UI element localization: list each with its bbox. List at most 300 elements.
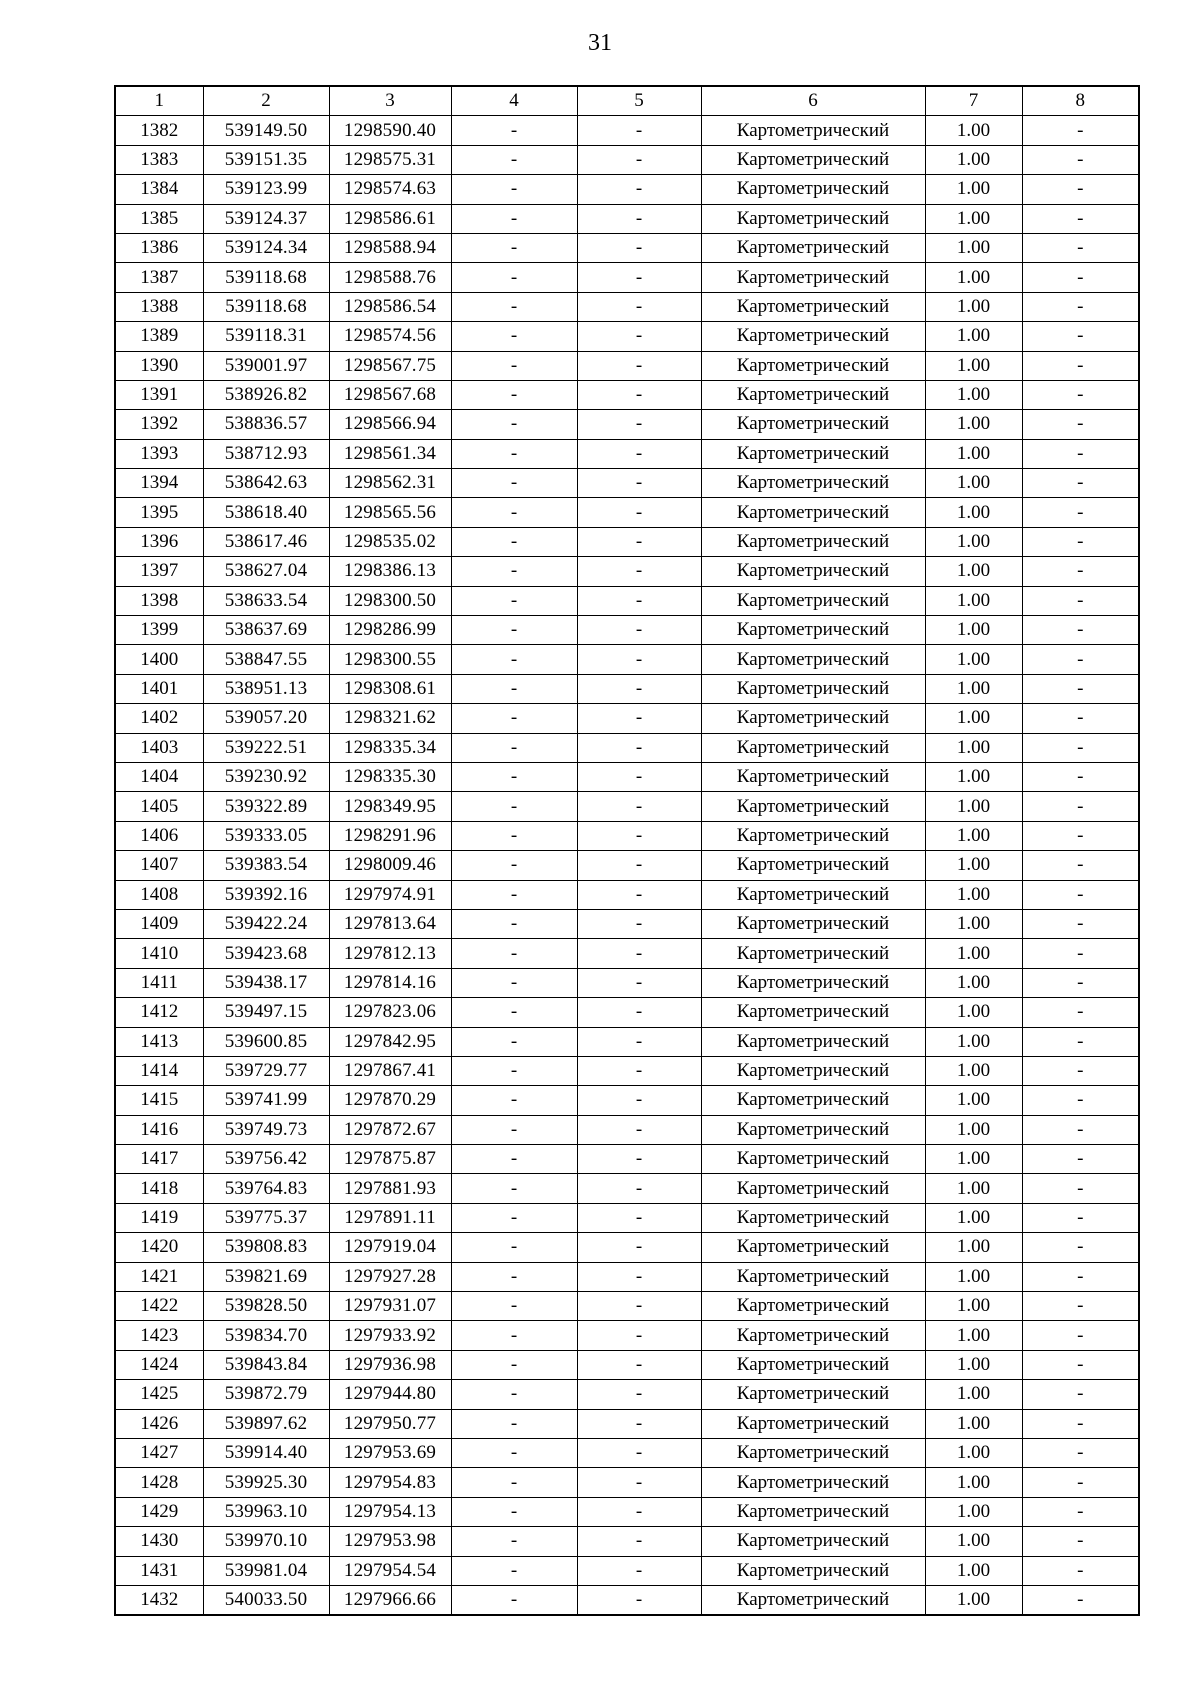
accuracy-cell: 1.00 [925, 1350, 1022, 1379]
point-number-cell: 1428 [115, 1468, 203, 1497]
accuracy-cell: 1.00 [925, 263, 1022, 292]
table-row [115, 1350, 1139, 1379]
y-coordinate-cell: 1297867.41 [329, 1056, 451, 1085]
method-cell: Картометрический [701, 1321, 925, 1350]
column-8-cell: - [1022, 1380, 1139, 1409]
y-coordinate-cell: 1297872.67 [329, 1115, 451, 1144]
x-coordinate-cell: 539333.05 [203, 821, 329, 850]
method-cell: Картометрический [701, 939, 925, 968]
table-row [115, 322, 1139, 351]
column-5-cell: - [577, 821, 701, 850]
table-row [115, 880, 1139, 909]
point-number-cell: 1406 [115, 821, 203, 850]
table-row [115, 1468, 1139, 1497]
method-cell: Картометрический [701, 1086, 925, 1115]
column-5-cell: - [577, 733, 701, 762]
column-8-cell: - [1022, 586, 1139, 615]
method-cell: Картометрический [701, 821, 925, 850]
y-coordinate-cell: 1297813.64 [329, 909, 451, 938]
x-coordinate-cell: 539118.68 [203, 292, 329, 321]
x-coordinate-cell: 539497.15 [203, 998, 329, 1027]
x-coordinate-cell: 539843.84 [203, 1350, 329, 1379]
point-number-cell: 1426 [115, 1409, 203, 1438]
column-4-cell: - [451, 1292, 577, 1321]
accuracy-cell: 1.00 [925, 410, 1022, 439]
method-cell: Картометрический [701, 322, 925, 351]
method-cell: Картометрический [701, 1233, 925, 1262]
y-coordinate-cell: 1297936.98 [329, 1350, 451, 1379]
accuracy-cell: 1.00 [925, 1086, 1022, 1115]
x-coordinate-cell: 539222.51 [203, 733, 329, 762]
column-4-cell: - [451, 762, 577, 791]
table-row [115, 116, 1139, 145]
column-4-cell: - [451, 1380, 577, 1409]
method-cell: Картометрический [701, 762, 925, 791]
column-5-cell: - [577, 233, 701, 262]
table-row [115, 263, 1139, 292]
x-coordinate-cell: 539123.99 [203, 175, 329, 204]
column-4-cell: - [451, 880, 577, 909]
accuracy-cell: 1.00 [925, 145, 1022, 174]
point-number-cell: 1384 [115, 175, 203, 204]
point-number-cell: 1410 [115, 939, 203, 968]
accuracy-cell: 1.00 [925, 1585, 1022, 1615]
column-8-cell: - [1022, 233, 1139, 262]
x-coordinate-cell: 539383.54 [203, 851, 329, 880]
accuracy-cell: 1.00 [925, 469, 1022, 498]
accuracy-cell: 1.00 [925, 1468, 1022, 1497]
accuracy-cell: 1.00 [925, 498, 1022, 527]
method-cell: Картометрический [701, 1056, 925, 1085]
column-header-5: 5 [577, 86, 701, 116]
column-8-cell: - [1022, 909, 1139, 938]
column-4-cell: - [451, 1086, 577, 1115]
x-coordinate-cell: 539914.40 [203, 1438, 329, 1467]
table-header-row [115, 86, 1139, 116]
point-number-cell: 1421 [115, 1262, 203, 1291]
accuracy-cell: 1.00 [925, 322, 1022, 351]
column-8-cell: - [1022, 322, 1139, 351]
table-row [115, 1380, 1139, 1409]
x-coordinate-cell: 538951.13 [203, 674, 329, 703]
method-cell: Картометрический [701, 1380, 925, 1409]
x-coordinate-cell: 539149.50 [203, 116, 329, 145]
column-5-cell: - [577, 1292, 701, 1321]
accuracy-cell: 1.00 [925, 821, 1022, 850]
accuracy-cell: 1.00 [925, 351, 1022, 380]
table-row [115, 1527, 1139, 1556]
table-row [115, 586, 1139, 615]
point-number-cell: 1405 [115, 792, 203, 821]
accuracy-cell: 1.00 [925, 439, 1022, 468]
column-8-cell: - [1022, 1086, 1139, 1115]
column-8-cell: - [1022, 880, 1139, 909]
y-coordinate-cell: 1298574.63 [329, 175, 451, 204]
column-8-cell: - [1022, 1145, 1139, 1174]
x-coordinate-cell: 538618.40 [203, 498, 329, 527]
method-cell: Картометрический [701, 880, 925, 909]
column-5-cell: - [577, 704, 701, 733]
table-row [115, 968, 1139, 997]
y-coordinate-cell: 1297954.54 [329, 1556, 451, 1585]
table-row [115, 1585, 1139, 1615]
coordinates-table [114, 85, 1140, 1616]
accuracy-cell: 1.00 [925, 1115, 1022, 1144]
column-4-cell: - [451, 616, 577, 645]
column-5-cell: - [577, 909, 701, 938]
column-header-4: 4 [451, 86, 577, 116]
column-4-cell: - [451, 292, 577, 321]
x-coordinate-cell: 539821.69 [203, 1262, 329, 1291]
column-4-cell: - [451, 469, 577, 498]
point-number-cell: 1432 [115, 1585, 203, 1615]
point-number-cell: 1401 [115, 674, 203, 703]
x-coordinate-cell: 539057.20 [203, 704, 329, 733]
accuracy-cell: 1.00 [925, 733, 1022, 762]
column-4-cell: - [451, 1145, 577, 1174]
table-row [115, 851, 1139, 880]
accuracy-cell: 1.00 [925, 645, 1022, 674]
column-header-6: 6 [701, 86, 925, 116]
x-coordinate-cell: 539756.42 [203, 1145, 329, 1174]
column-8-cell: - [1022, 733, 1139, 762]
point-number-cell: 1430 [115, 1527, 203, 1556]
point-number-cell: 1415 [115, 1086, 203, 1115]
column-5-cell: - [577, 939, 701, 968]
table-row [115, 616, 1139, 645]
column-5-cell: - [577, 469, 701, 498]
column-8-cell: - [1022, 1174, 1139, 1203]
column-8-cell: - [1022, 1438, 1139, 1467]
accuracy-cell: 1.00 [925, 233, 1022, 262]
column-5-cell: - [577, 1056, 701, 1085]
point-number-cell: 1404 [115, 762, 203, 791]
column-4-cell: - [451, 1527, 577, 1556]
x-coordinate-cell: 539392.16 [203, 880, 329, 909]
column-4-cell: - [451, 939, 577, 968]
table-row [115, 645, 1139, 674]
point-number-cell: 1427 [115, 1438, 203, 1467]
column-4-cell: - [451, 351, 577, 380]
accuracy-cell: 1.00 [925, 1409, 1022, 1438]
column-5-cell: - [577, 1203, 701, 1232]
y-coordinate-cell: 1297842.95 [329, 1027, 451, 1056]
table-row [115, 1497, 1139, 1526]
accuracy-cell: 1.00 [925, 116, 1022, 145]
method-cell: Картометрический [701, 792, 925, 821]
column-4-cell: - [451, 1409, 577, 1438]
column-5-cell: - [577, 1321, 701, 1350]
x-coordinate-cell: 538633.54 [203, 586, 329, 615]
column-header-1: 1 [115, 86, 203, 116]
accuracy-cell: 1.00 [925, 674, 1022, 703]
column-4-cell: - [451, 821, 577, 850]
x-coordinate-cell: 539834.70 [203, 1321, 329, 1350]
y-coordinate-cell: 1297953.69 [329, 1438, 451, 1467]
method-cell: Картометрический [701, 469, 925, 498]
accuracy-cell: 1.00 [925, 616, 1022, 645]
column-5-cell: - [577, 998, 701, 1027]
column-4-cell: - [451, 851, 577, 880]
point-number-cell: 1417 [115, 1145, 203, 1174]
column-5-cell: - [577, 1438, 701, 1467]
column-5-cell: - [577, 145, 701, 174]
table-row [115, 204, 1139, 233]
table-row [115, 1556, 1139, 1585]
column-5-cell: - [577, 616, 701, 645]
x-coordinate-cell: 539749.73 [203, 1115, 329, 1144]
column-5-cell: - [577, 645, 701, 674]
column-5-cell: - [577, 586, 701, 615]
column-5-cell: - [577, 674, 701, 703]
column-header-7: 7 [925, 86, 1022, 116]
column-5-cell: - [577, 1174, 701, 1203]
method-cell: Картометрический [701, 1527, 925, 1556]
x-coordinate-cell: 539775.37 [203, 1203, 329, 1232]
point-number-cell: 1382 [115, 116, 203, 145]
column-8-cell: - [1022, 1233, 1139, 1262]
x-coordinate-cell: 539963.10 [203, 1497, 329, 1526]
column-8-cell: - [1022, 762, 1139, 791]
column-5-cell: - [577, 351, 701, 380]
point-number-cell: 1403 [115, 733, 203, 762]
point-number-cell: 1395 [115, 498, 203, 527]
x-coordinate-cell: 538926.82 [203, 380, 329, 409]
column-8-cell: - [1022, 1056, 1139, 1085]
column-8-cell: - [1022, 1292, 1139, 1321]
table-row [115, 557, 1139, 586]
method-cell: Картометрический [701, 998, 925, 1027]
y-coordinate-cell: 1297974.91 [329, 880, 451, 909]
accuracy-cell: 1.00 [925, 1527, 1022, 1556]
method-cell: Картометрический [701, 704, 925, 733]
table-row [115, 1145, 1139, 1174]
accuracy-cell: 1.00 [925, 939, 1022, 968]
point-number-cell: 1422 [115, 1292, 203, 1321]
column-8-cell: - [1022, 998, 1139, 1027]
accuracy-cell: 1.00 [925, 1556, 1022, 1585]
method-cell: Картометрический [701, 233, 925, 262]
y-coordinate-cell: 1298335.34 [329, 733, 451, 762]
method-cell: Картометрический [701, 1115, 925, 1144]
column-8-cell: - [1022, 704, 1139, 733]
table-row [115, 292, 1139, 321]
column-4-cell: - [451, 1027, 577, 1056]
x-coordinate-cell: 539124.37 [203, 204, 329, 233]
y-coordinate-cell: 1297881.93 [329, 1174, 451, 1203]
point-number-cell: 1383 [115, 145, 203, 174]
column-8-cell: - [1022, 439, 1139, 468]
y-coordinate-cell: 1298567.75 [329, 351, 451, 380]
page-number: 31 [588, 30, 612, 56]
y-coordinate-cell: 1298009.46 [329, 851, 451, 880]
method-cell: Картометрический [701, 204, 925, 233]
y-coordinate-cell: 1297814.16 [329, 968, 451, 997]
column-4-cell: - [451, 1174, 577, 1203]
point-number-cell: 1407 [115, 851, 203, 880]
column-5-cell: - [577, 116, 701, 145]
column-8-cell: - [1022, 527, 1139, 556]
table-row [115, 145, 1139, 174]
x-coordinate-cell: 539981.04 [203, 1556, 329, 1585]
point-number-cell: 1416 [115, 1115, 203, 1144]
column-8-cell: - [1022, 1115, 1139, 1144]
y-coordinate-cell: 1298566.94 [329, 410, 451, 439]
x-coordinate-cell: 539322.89 [203, 792, 329, 821]
table-row [115, 1409, 1139, 1438]
accuracy-cell: 1.00 [925, 557, 1022, 586]
table-row [115, 1174, 1139, 1203]
point-number-cell: 1385 [115, 204, 203, 233]
method-cell: Картометрический [701, 733, 925, 762]
point-number-cell: 1431 [115, 1556, 203, 1585]
column-5-cell: - [577, 1086, 701, 1115]
column-8-cell: - [1022, 674, 1139, 703]
y-coordinate-cell: 1298321.62 [329, 704, 451, 733]
method-cell: Картометрический [701, 1292, 925, 1321]
point-number-cell: 1393 [115, 439, 203, 468]
x-coordinate-cell: 539118.68 [203, 263, 329, 292]
column-5-cell: - [577, 1145, 701, 1174]
method-cell: Картометрический [701, 1497, 925, 1526]
column-4-cell: - [451, 998, 577, 1027]
column-8-cell: - [1022, 1027, 1139, 1056]
accuracy-cell: 1.00 [925, 968, 1022, 997]
table-row [115, 1086, 1139, 1115]
point-number-cell: 1386 [115, 233, 203, 262]
accuracy-cell: 1.00 [925, 762, 1022, 791]
column-4-cell: - [451, 380, 577, 409]
table-row [115, 792, 1139, 821]
column-4-cell: - [451, 322, 577, 351]
y-coordinate-cell: 1298561.34 [329, 439, 451, 468]
point-number-cell: 1398 [115, 586, 203, 615]
method-cell: Картометрический [701, 968, 925, 997]
accuracy-cell: 1.00 [925, 380, 1022, 409]
point-number-cell: 1408 [115, 880, 203, 909]
column-5-cell: - [577, 1027, 701, 1056]
column-5-cell: - [577, 792, 701, 821]
accuracy-cell: 1.00 [925, 175, 1022, 204]
column-5-cell: - [577, 851, 701, 880]
method-cell: Картометрический [701, 175, 925, 204]
accuracy-cell: 1.00 [925, 527, 1022, 556]
column-5-cell: - [577, 498, 701, 527]
x-coordinate-cell: 539118.31 [203, 322, 329, 351]
x-coordinate-cell: 539230.92 [203, 762, 329, 791]
column-header-3: 3 [329, 86, 451, 116]
column-8-cell: - [1022, 851, 1139, 880]
x-coordinate-cell: 539438.17 [203, 968, 329, 997]
column-4-cell: - [451, 145, 577, 174]
column-4-cell: - [451, 1321, 577, 1350]
column-8-cell: - [1022, 380, 1139, 409]
method-cell: Картометрический [701, 1350, 925, 1379]
y-coordinate-cell: 1298308.61 [329, 674, 451, 703]
column-4-cell: - [451, 586, 577, 615]
y-coordinate-cell: 1298574.56 [329, 322, 451, 351]
accuracy-cell: 1.00 [925, 1174, 1022, 1203]
accuracy-cell: 1.00 [925, 204, 1022, 233]
accuracy-cell: 1.00 [925, 1203, 1022, 1232]
column-5-cell: - [577, 292, 701, 321]
column-8-cell: - [1022, 263, 1139, 292]
y-coordinate-cell: 1297954.13 [329, 1497, 451, 1526]
x-coordinate-cell: 539151.35 [203, 145, 329, 174]
column-4-cell: - [451, 527, 577, 556]
method-cell: Картометрический [701, 380, 925, 409]
point-number-cell: 1399 [115, 616, 203, 645]
method-cell: Картометрический [701, 292, 925, 321]
method-cell: Картометрический [701, 1203, 925, 1232]
y-coordinate-cell: 1298300.55 [329, 645, 451, 674]
column-5-cell: - [577, 1233, 701, 1262]
y-coordinate-cell: 1298588.76 [329, 263, 451, 292]
column-4-cell: - [451, 498, 577, 527]
column-5-cell: - [577, 1497, 701, 1526]
point-number-cell: 1397 [115, 557, 203, 586]
column-8-cell: - [1022, 1527, 1139, 1556]
column-5-cell: - [577, 380, 701, 409]
column-8-cell: - [1022, 1585, 1139, 1615]
column-4-cell: - [451, 733, 577, 762]
point-number-cell: 1412 [115, 998, 203, 1027]
accuracy-cell: 1.00 [925, 292, 1022, 321]
column-4-cell: - [451, 557, 577, 586]
table-row [115, 527, 1139, 556]
method-cell: Картометрический [701, 439, 925, 468]
column-header-8: 8 [1022, 86, 1139, 116]
table-row [115, 380, 1139, 409]
y-coordinate-cell: 1298335.30 [329, 762, 451, 791]
point-number-cell: 1414 [115, 1056, 203, 1085]
x-coordinate-cell: 538637.69 [203, 616, 329, 645]
y-coordinate-cell: 1297812.13 [329, 939, 451, 968]
accuracy-cell: 1.00 [925, 998, 1022, 1027]
method-cell: Картометрический [701, 616, 925, 645]
method-cell: Картометрический [701, 1556, 925, 1585]
table-row [115, 674, 1139, 703]
method-cell: Картометрический [701, 1438, 925, 1467]
point-number-cell: 1425 [115, 1380, 203, 1409]
method-cell: Картометрический [701, 351, 925, 380]
x-coordinate-cell: 539925.30 [203, 1468, 329, 1497]
column-header-2: 2 [203, 86, 329, 116]
y-coordinate-cell: 1297954.83 [329, 1468, 451, 1497]
point-number-cell: 1387 [115, 263, 203, 292]
method-cell: Картометрический [701, 1409, 925, 1438]
table-row [115, 469, 1139, 498]
x-coordinate-cell: 539729.77 [203, 1056, 329, 1085]
column-5-cell: - [577, 762, 701, 791]
table-row [115, 1203, 1139, 1232]
column-8-cell: - [1022, 616, 1139, 645]
accuracy-cell: 1.00 [925, 1233, 1022, 1262]
accuracy-cell: 1.00 [925, 1027, 1022, 1056]
y-coordinate-cell: 1298588.94 [329, 233, 451, 262]
table-row [115, 1438, 1139, 1467]
column-4-cell: - [451, 204, 577, 233]
x-coordinate-cell: 539422.24 [203, 909, 329, 938]
y-coordinate-cell: 1297927.28 [329, 1262, 451, 1291]
column-8-cell: - [1022, 351, 1139, 380]
column-8-cell: - [1022, 1468, 1139, 1497]
accuracy-cell: 1.00 [925, 1292, 1022, 1321]
column-8-cell: - [1022, 1262, 1139, 1291]
x-coordinate-cell: 539423.68 [203, 939, 329, 968]
column-4-cell: - [451, 1585, 577, 1615]
column-5-cell: - [577, 1262, 701, 1291]
